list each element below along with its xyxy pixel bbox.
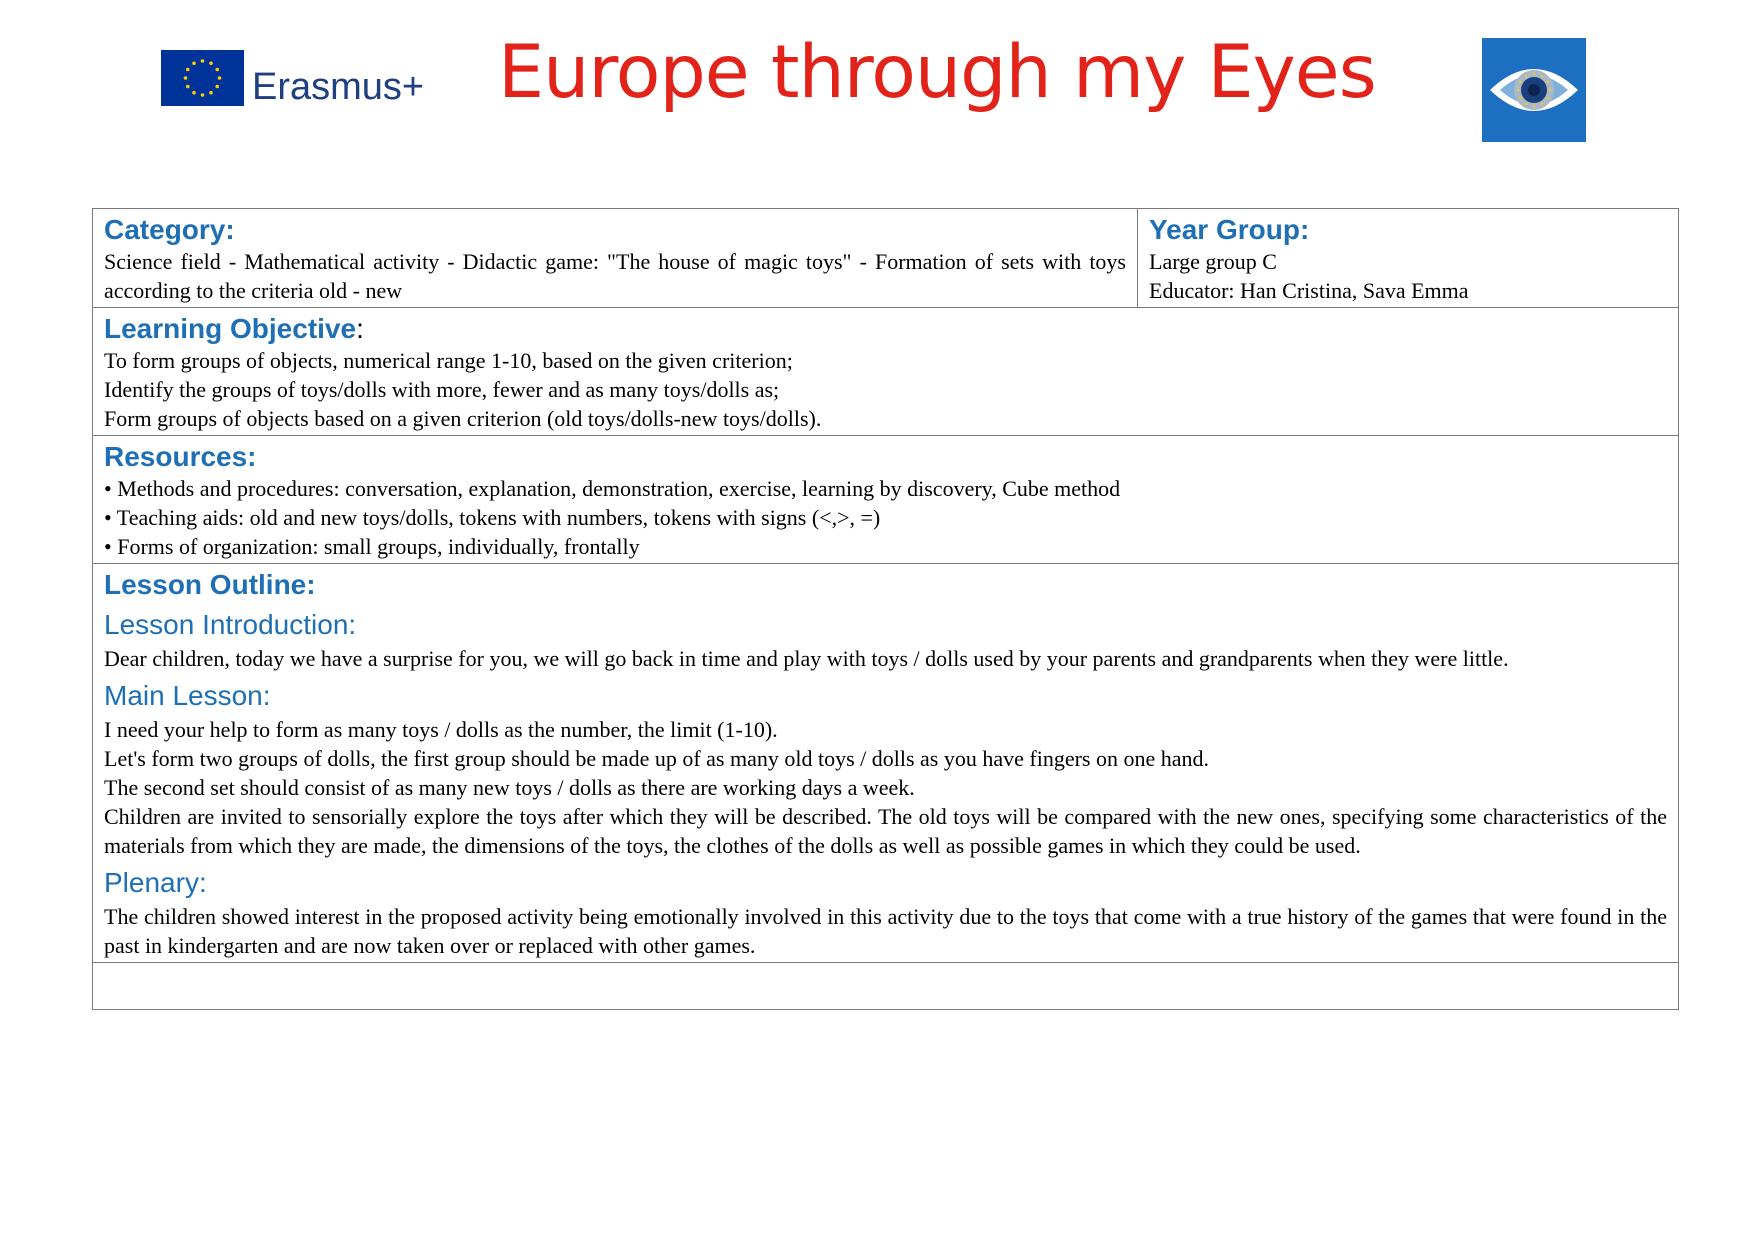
lesson-outline-label: Lesson Outline: — [104, 569, 316, 600]
resource-item: • Forms of organization: small groups, individually, frontally — [104, 534, 640, 559]
lesson-plan-table — [92, 208, 1679, 1010]
resources-row — [93, 436, 1679, 564]
lesson-introduction-text: Dear children, today we have a surprise for you, we will go back in time and play with toys / dolls used by your parents and grandparents when they were little. — [104, 646, 1509, 671]
year-group-cell — [1138, 209, 1679, 308]
learning-objective-label: Learning Objective — [104, 313, 357, 344]
educator-value: Educator: Han Cristina, Sava Emma — [1149, 278, 1469, 303]
main-lesson-label: Main Lesson: — [104, 680, 271, 711]
learning-objective-row — [93, 308, 1679, 436]
learning-objective-heading — [104, 312, 1667, 346]
empty-cell — [93, 963, 1679, 1010]
category-cell — [93, 209, 1138, 308]
main-lesson-line: The second set should consist of as many new toys / dolls as there are working days a week. — [104, 775, 915, 800]
main-lesson-line: I need your help to form as many toys / dolls as the number, the limit (1-10). — [104, 717, 778, 742]
main-lesson-paragraph: Children are invited to sensorially explore the toys after which they will be described. The old toys will be compared with the new ones, specifying some characteristics of the materials from which they are made, the dimensions of the toys, the clothes of the dolls as well as possible games in which they could be used. — [104, 804, 1667, 858]
page-title: Europe through my Eyes — [498, 30, 1376, 115]
learning-objective-colon: : — [356, 313, 364, 344]
empty-row — [93, 963, 1679, 1010]
year-group-label: Year Group: — [1149, 214, 1310, 245]
plenary-label: Plenary: — [104, 867, 207, 898]
plenary-text: The children showed interest in the proposed activity being emotionally involved in this activity due to the toys that come with a true history of the games that were found in the past in kindergarten and are now taken over or replaced with other games. — [104, 904, 1667, 958]
category-label: Category: — [104, 214, 235, 245]
resource-item: • Teaching aids: old and new toys/dolls, tokens with numbers, tokens with signs (<,>, =) — [104, 505, 881, 530]
erasmus-logo-text: Erasmus+ — [252, 66, 425, 108]
resource-item: • Methods and procedures: conversation, explanation, demonstration, exercise, learning by discovery, Cube method — [104, 476, 1121, 501]
objective-line: Identify the groups of toys/dolls with more, fewer and as many toys/dolls as; — [104, 377, 780, 402]
year-group-value: Large group C — [1149, 249, 1277, 274]
page-header — [0, 0, 1755, 150]
objective-line: Form groups of objects based on a given criterion (old toys/dolls-new toys/dolls). — [104, 406, 822, 431]
lesson-introduction-label: Lesson Introduction: — [104, 609, 357, 640]
main-lesson-line: Let's form two groups of dolls, the first group should be made up of as many old toys / dolls as you have fingers on one hand. — [104, 746, 1210, 771]
eye-logo-icon — [1482, 38, 1586, 142]
eu-flag-icon — [161, 50, 244, 106]
category-text: Science field - Mathematical activity - Didactic game: "The house of magic toys" - Formation of sets with toys according to the criteria old - new — [104, 249, 1126, 303]
lesson-outline-row — [93, 564, 1679, 963]
objective-line: To form groups of objects, numerical range 1-10, based on the given criterion; — [104, 348, 793, 373]
resources-cell — [93, 436, 1679, 564]
resources-label: Resources: — [104, 441, 257, 472]
learning-objective-cell — [93, 308, 1679, 436]
lesson-outline-cell — [93, 564, 1679, 963]
category-row — [93, 209, 1679, 308]
